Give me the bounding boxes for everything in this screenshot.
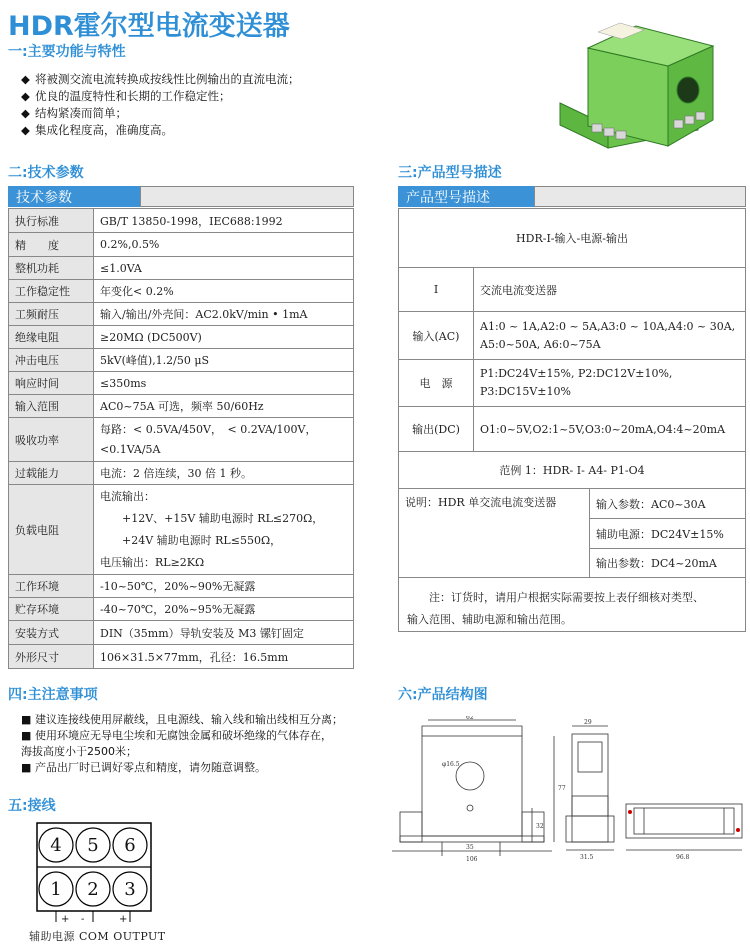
dim-bottom: 106 — [466, 856, 478, 863]
table-row: 响应时间 ≤350ms — [9, 372, 354, 395]
model-table: HDR-I-输入-电源-输出 I 交流电流变送器 输入(AC) A1:0 ~ 1A,A2:0 ~ 5A,A3:0 ~ 10A,A4:0 ~ 30A, A5:0~50A, A6:0~75A 电 源 P1:DC24V±15%, P2:DC12V±10%, P3:DC15V±10% 输出(DC) O1:0~5V,O2:1~5V,O3:0~20mA,O4:4~20mA 范例 1：HDR- I- A4- P1-O4 说明：HDR 单交流电流变送器 输入参数：AC0~30A 辅助电源：DC24V±15% 输出参数：DC4~20mA 注：订货时，请用户根据实际需要按上表仔细核对类型、 输入范围、辅助电源和输出范围。 — [398, 208, 746, 632]
terminal-3: 3 — [124, 879, 136, 900]
structure-drawing — [382, 716, 748, 866]
section3-heading: 三:产品型号描述 — [398, 165, 502, 181]
dim-left-small: 35 — [466, 844, 474, 851]
list-item: ◆ 优良的温度特性和长期的工作稳定性； — [21, 89, 231, 103]
list-item: ◆ 集成化程度高，准确度高。 — [21, 123, 173, 137]
model-code: HDR-I-输入-电源-输出 — [398, 208, 746, 268]
dim-left-height: 32 — [536, 823, 544, 830]
terminal-5: 5 — [87, 835, 99, 856]
section6-heading: 六:产品结构图 — [398, 687, 488, 703]
spec-table — [8, 208, 354, 669]
dim-top-width: 62 — [466, 716, 474, 721]
order-note: 注：订货时，请用户根据实际需要按上表仔细核对类型、 输入范围、辅助电源和输出范围。 — [407, 591, 704, 626]
list-item: ■ 使用环境应无导电尘埃和无腐蚀金属和破坏绝缘的气体存在， — [21, 729, 332, 742]
table-row: 外形尺寸 106×31.5×77mm，孔径：16.5mm — [9, 645, 354, 669]
spec-table-header-fill — [140, 186, 354, 207]
section5-heading: 五:接线 — [8, 798, 56, 814]
page-title: HDR霍尔型电流变送器 — [8, 11, 290, 42]
dim-side-top: 29 — [584, 719, 592, 726]
wiring-labels: 辅助电源 COM OUTPUT — [29, 930, 166, 943]
table-row: 安装方式 DIN（35mm）导轨安装及 M3 镙钉固定 — [9, 621, 354, 645]
sign-1: + — [61, 914, 70, 925]
list-item: ■ 建议连接线使用屏蔽线，且电源线、输入线和输出线相互分离； — [21, 713, 343, 726]
terminal-4: 4 — [50, 835, 62, 856]
section2-heading: 二:技术参数 — [8, 165, 84, 181]
dim-side-bottom: 31.5 — [580, 854, 594, 861]
model-table-header: 产品型号描述 — [398, 186, 534, 207]
list-item: ◆ 结构紧凑而简单； — [21, 106, 127, 120]
section1-heading: 一:主要功能与特性 — [8, 44, 126, 60]
table-row: 吸收功率 每路：< 0.5VA/450V， < 0.2VA/100V， <0.1VA/5A — [9, 418, 354, 462]
terminal-6: 6 — [124, 835, 136, 856]
terminal-2: 2 — [87, 879, 99, 900]
sign-2: - — [81, 914, 85, 925]
table-row: 输入范围 AC0~75A 可选，频率 50/60Hz — [9, 395, 354, 418]
table-row: 工频耐压 输入/输出/外壳间：AC2.0kV/min • 1mA — [9, 303, 354, 326]
wiring-diagram — [36, 822, 152, 928]
table-row: 贮存环境 -40~70℃，20%~95%无凝露 — [9, 598, 354, 621]
table-row: 精 度 0.2%,0.5% — [9, 233, 354, 257]
example-line: 范例 1：HDR- I- A4- P1-O4 — [398, 451, 746, 489]
table-row: 执行标准 GB/T 13850-1998，IEC688:1992 — [9, 209, 354, 233]
product-photo — [548, 8, 738, 158]
dim-hole: φ16.5 — [442, 761, 460, 768]
table-row: 负载电阻 电流输出： +12V、+15V 辅助电源时 RL≤270Ω， +24V 辅助电源时 RL≤550Ω， 电压输出：RL≥2KΩ — [9, 485, 354, 575]
table-row: 工作环境 -10~50℃，20%~90%无凝露 — [9, 575, 354, 598]
table-row: 绝缘电阻 ≥20MΩ (DC500V) — [9, 326, 354, 349]
notice-list — [21, 712, 343, 776]
list-item-continuation: 海拔高度小于2500米； — [21, 745, 137, 758]
sign-3: + — [119, 914, 128, 925]
table-row: 冲击电压 5kV(峰值),1.2/50 μS — [9, 349, 354, 372]
table-row: 过载能力 电流：2 倍连续，30 倍 1 秒。 — [9, 462, 354, 485]
spec-table-header: 技术参数 — [8, 186, 140, 207]
list-item: ■ 产品出厂时已调好零点和精度，请勿随意调整。 — [21, 761, 266, 774]
model-table-header-fill — [534, 186, 746, 207]
feature-list — [21, 71, 300, 139]
table-row: 整机功耗 ≤1.0VA — [9, 257, 354, 280]
dim-bottom-view: 96.8 — [676, 854, 690, 861]
section4-heading: 四:主注意事项 — [8, 687, 98, 703]
list-item: ◆ 将被测交流电流转换成按线性比例输出的直流电流； — [21, 72, 300, 86]
dim-height: 77 — [558, 785, 566, 792]
terminal-1: 1 — [50, 879, 62, 900]
table-row: 工作稳定性 年变化< 0.2% — [9, 280, 354, 303]
